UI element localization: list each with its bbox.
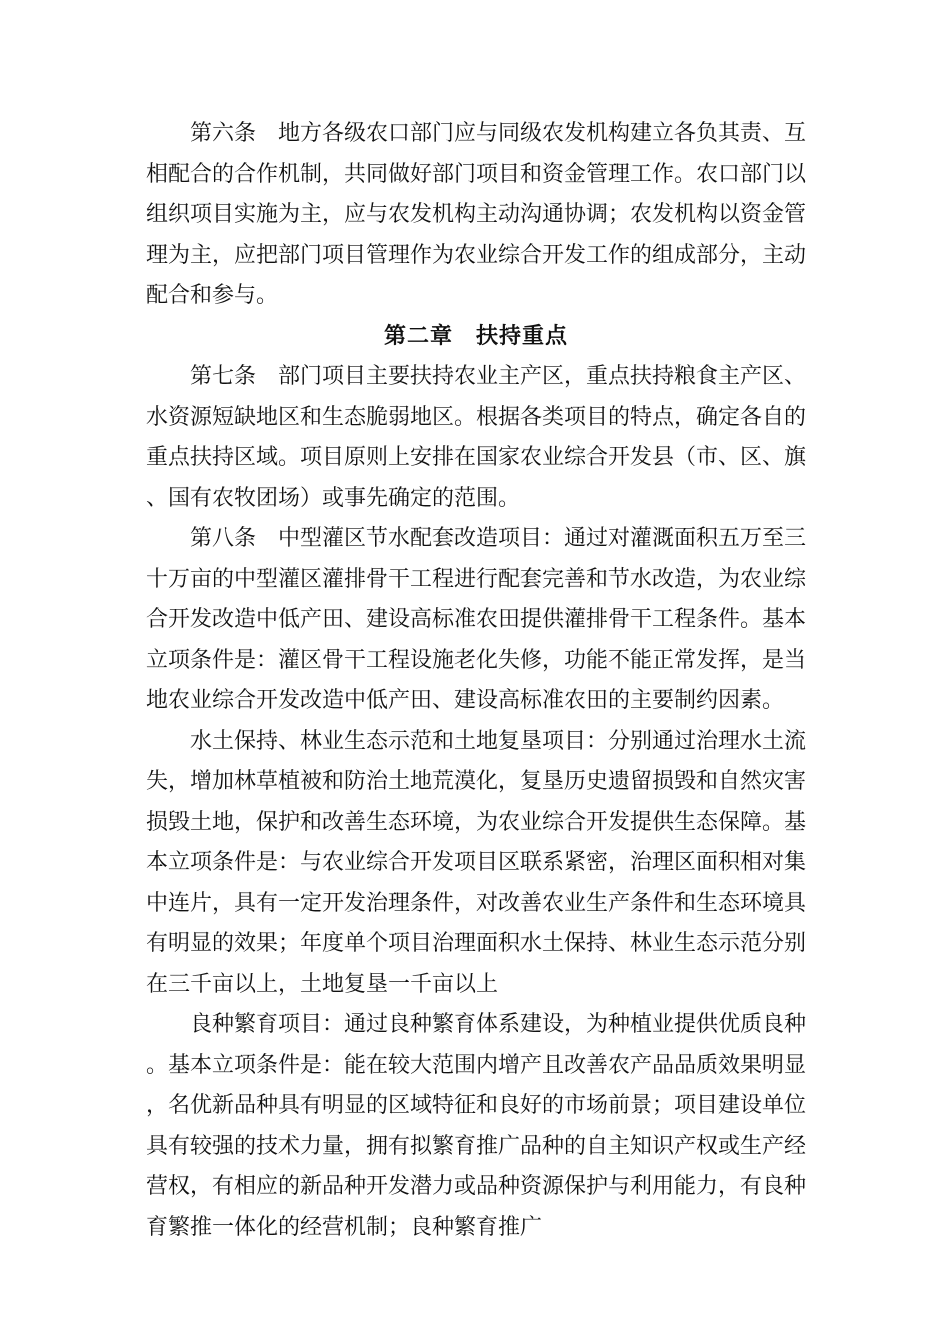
chapter-title: 第二章 扶持重点 (383, 323, 568, 349)
article-7-paragraph: 第七条 部门项目主要扶持农业主产区，重点扶持粮食主产区、水资源短缺地区和生态脆弱地区。根据各类项目的特点，确定各自的重点扶持区域。项目原则上安排在国家农业综合开发县（市、区、旗、国有农牧团场）或事先确定的范围。 (146, 364, 807, 511)
article-6-paragraph: 第六条 地方各级农口部门应与同级农发机构建立各负其责、互相配合的合作机制，共同做好部门项目和资金管理工作。农口部门以组织项目实施为主，应与农发机构主动沟通协调；农发机构以资金管理为主，应把部门项目管理作为农业综合开发工作的组成部分，主动配合和参与。 (146, 121, 807, 308)
article-8-paragraph: 第八条 中型灌区节水配套改造项目：通过对灌溉面积五万至三十万亩的中型灌区灌排骨干工程进行配套完善和节水改造，为农业综合开发改造中低产田、建设高标准农田提供灌排骨干工程条件。基本立项条件是：灌区骨干工程设施老化失修，功能不能正常发挥，是当地农业综合开发改造中低产田、建设高标准农田的主要制约因素。 (146, 526, 807, 713)
document-page (146, 114, 806, 1248)
seed-breeding-paragraph: 良种繁育项目：通过良种繁育体系建设，为种植业提供优质良种。基本立项条件是：能在较大范围内增产且改善农产品品质效果明显，名优新品种具有明显的区域特征和良好的市场前景；项目建设单位具有较强的技术力量，拥有拟繁育推广品种的自主知识产权或生产经营权，有相应的新品种开发潜力或品种资源保护与利用能力，有良种育繁推一体化的经营机制；良种繁育推广 (146, 1012, 807, 1240)
soil-conservation-paragraph: 水土保持、林业生态示范和土地复垦项目：分别通过治理水土流失，增加林草植被和防治土地荒漠化，复垦历史遗留损毁和自然灾害损毁土地，保护和改善生态环境，为农业综合开发提供生态保障。基本立项条件是：与农业综合开发项目区联系紧密，治理区面积相对集中连片，具有一定开发治理条件，对改善农业生产条件和生态环境具有明显的效果；年度单个项目治理面积水土保持、林业生态示范分别在三千亩以上，土地复垦一千亩以上 (146, 728, 807, 997)
